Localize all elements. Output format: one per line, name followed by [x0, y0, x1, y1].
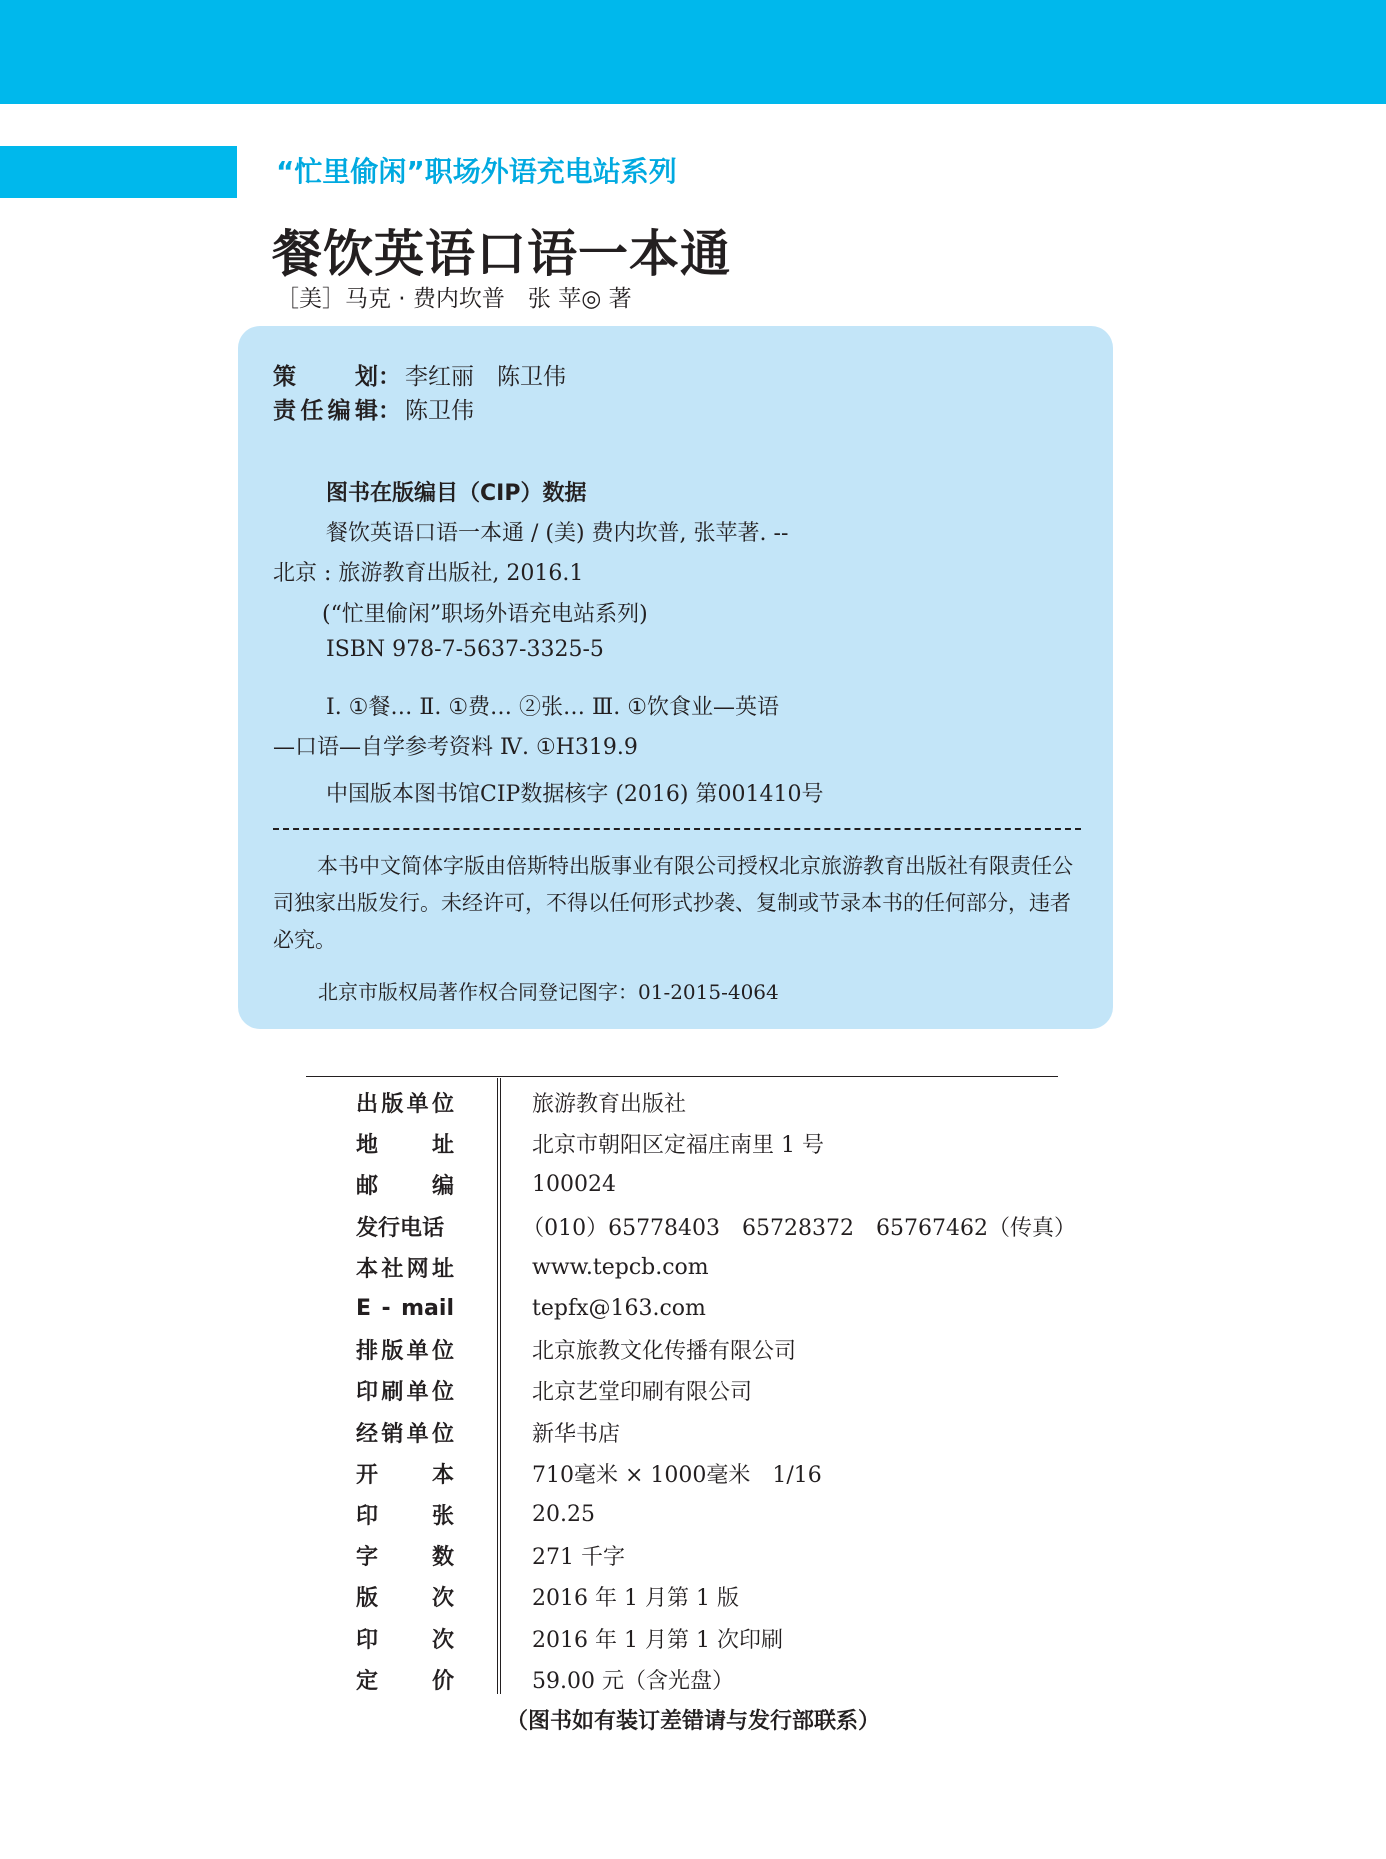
imprint-label: 发行电话	[356, 1215, 445, 1241]
imprint-value: 271 千字	[532, 1545, 625, 1571]
imprint-row	[356, 1412, 1076, 1453]
imprint-row	[356, 1617, 1076, 1658]
book-title: 餐饮英语口语一本通	[272, 225, 731, 283]
imprint-label: 排版单位	[356, 1339, 454, 1365]
imprint-value: 59.00 元（含光盘）	[532, 1668, 734, 1694]
imprint-row	[356, 1123, 1076, 1164]
cip-line-1: 餐饮英语口语一本通 / (美) 费内坎普, 张苹著. --	[326, 521, 789, 546]
imprint-label: 本社网址	[356, 1256, 454, 1282]
imprint-label: 版次	[356, 1586, 454, 1612]
imprint-label: 经销单位	[356, 1421, 454, 1447]
imprint-table	[356, 1082, 1076, 1700]
imprint-value: 2016 年 1 月第 1 次印刷	[532, 1627, 783, 1653]
imprint-label: 开本	[356, 1462, 454, 1488]
errata-contact-note: （图书如有装订差错请与发行部联系）	[505, 1709, 880, 1734]
imprint-value: tepfx@163.com	[532, 1296, 706, 1322]
imprint-row	[356, 1453, 1076, 1494]
left-accent-tab	[0, 146, 237, 198]
imprint-label: 出版单位	[356, 1092, 454, 1118]
credit-value: 李红丽 陈卫伟	[405, 364, 566, 390]
cip-verification: 中国版本图书馆CIP数据核字 (2016) 第001410号	[326, 782, 824, 807]
credit-label: 策划	[273, 364, 378, 390]
imprint-label: 定价	[356, 1668, 454, 1694]
imprint-value: 新华书店	[532, 1421, 621, 1447]
imprint-value: www.tepcb.com	[532, 1254, 709, 1280]
cip-line-3: (“忙里偷闲”职场外语充电站系列)	[322, 602, 648, 627]
imprint-label: 地址	[356, 1133, 454, 1159]
imprint-row	[356, 1576, 1076, 1617]
dashed-divider	[273, 828, 1081, 830]
imprint-value: 北京艺堂印刷有限公司	[532, 1380, 753, 1406]
imprint-row	[356, 1370, 1076, 1411]
imprint-label: E - mail	[356, 1296, 454, 1322]
cip-isbn: ISBN 978-7-5637-3325-5	[326, 637, 604, 662]
cip-classification-1: Ⅰ. ①餐… Ⅱ. ①费… ②张… Ⅲ. ①饮食业—英语	[326, 695, 779, 720]
imprint-row	[356, 1535, 1076, 1576]
imprint-row	[356, 1329, 1076, 1370]
credit-editor: 责任编辑： 陈卫伟	[273, 392, 474, 425]
imprint-row	[356, 1288, 1076, 1329]
copyright-notice: 本书中文简体字版由倍斯特出版事业有限公司授权北京旅游教育出版社有限责任公司独家出版发行。未经许可，不得以任何形式抄袭、复制或节录本书的任何部分，违者必究。	[273, 854, 1073, 952]
credit-label: 责任编辑	[273, 398, 378, 424]
credit-planner: 策划： 李红丽 陈卫伟	[273, 358, 566, 391]
imprint-row	[356, 1494, 1076, 1535]
imprint-row	[356, 1164, 1076, 1205]
imprint-label: 印次	[356, 1627, 454, 1653]
imprint-row	[356, 1659, 1076, 1700]
credit-value: 陈卫伟	[405, 398, 474, 424]
imprint-value: 710毫米 × 1000毫米 1/16	[532, 1462, 822, 1488]
imprint-value: 北京旅教文化传播有限公司	[532, 1339, 797, 1365]
imprint-value: 2016 年 1 月第 1 版	[532, 1586, 739, 1612]
imprint-top-rule	[306, 1076, 1058, 1077]
cip-classification-2: —口语—自学参考资料 Ⅳ. ①H319.9	[273, 735, 638, 760]
book-authors: ［美］马克 · 费内坎普 张 苹◎ 著	[276, 286, 632, 312]
imprint-value: 100024	[532, 1172, 616, 1198]
imprint-value: 北京市朝阳区定福庄南里 1 号	[532, 1133, 824, 1159]
imprint-label: 印张	[356, 1503, 454, 1529]
imprint-row	[356, 1247, 1076, 1288]
imprint-row	[356, 1082, 1076, 1123]
imprint-row	[356, 1206, 1076, 1247]
imprint-value: 20.25	[532, 1501, 595, 1527]
cip-heading: 图书在版编目（CIP）数据	[326, 481, 587, 506]
top-color-band	[0, 0, 1386, 104]
cip-line-2: 北京 : 旅游教育出版社, 2016.1	[273, 561, 584, 586]
imprint-label: 印刷单位	[356, 1380, 454, 1406]
imprint-label: 字数	[356, 1545, 454, 1571]
series-title: “忙里偷闲”职场外语充电站系列	[276, 155, 677, 188]
imprint-label: 邮编	[356, 1174, 454, 1200]
imprint-value: 旅游教育出版社	[532, 1092, 687, 1118]
imprint-value: （010）65778403 65728372 65767462（传真）	[522, 1215, 1076, 1241]
contract-registration: 北京市版权局著作权合同登记图字：01-2015-4064	[318, 980, 779, 1004]
